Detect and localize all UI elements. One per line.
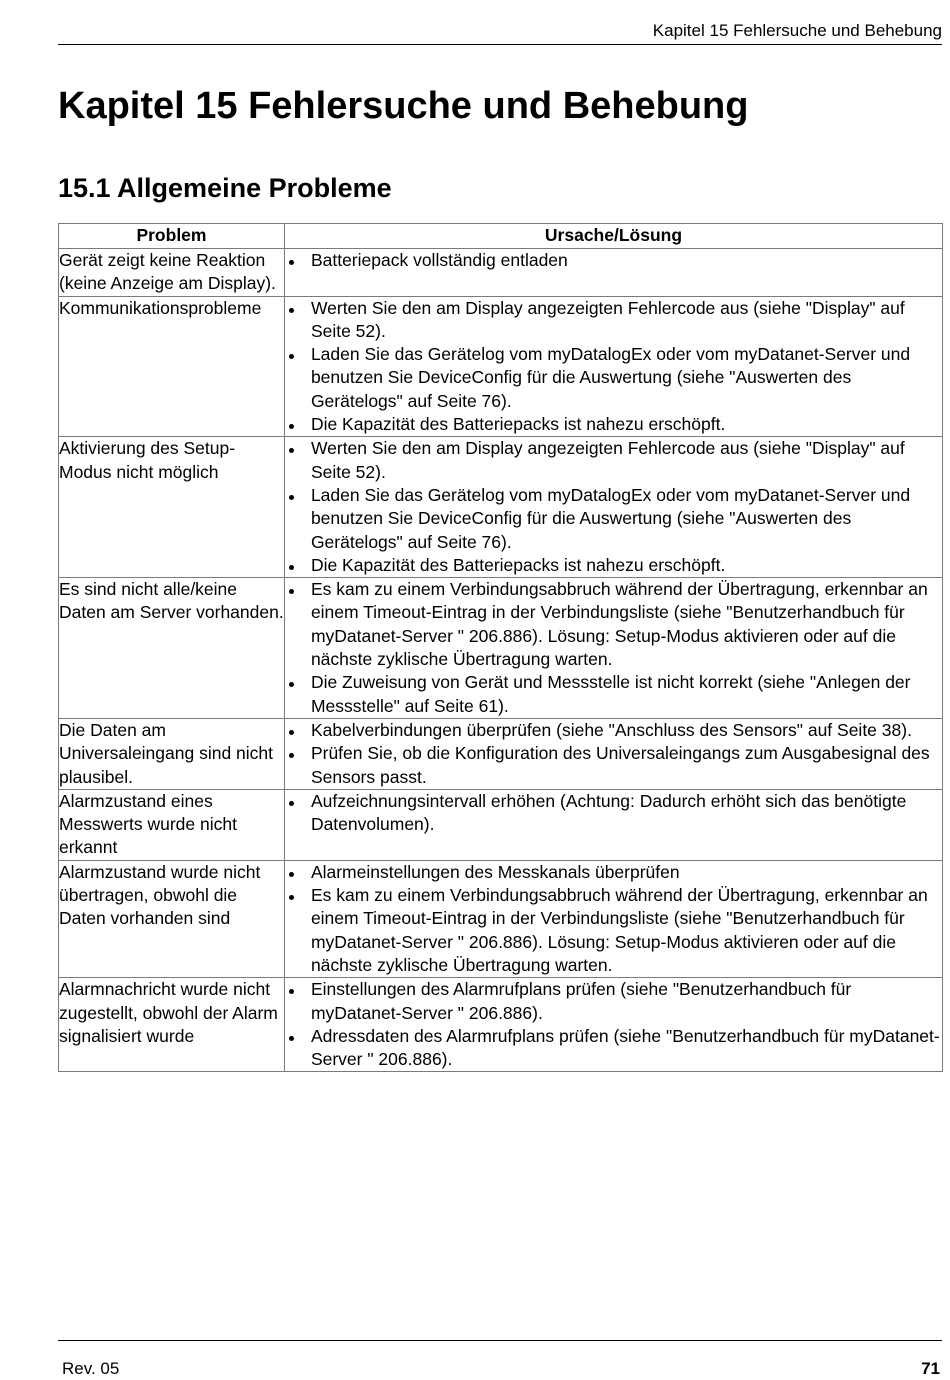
problem-cell: Es sind nicht alle/keine Daten am Server vorhanden. [59, 578, 285, 719]
table-row [59, 249, 943, 297]
section-title: 15.1 Allgemeine Probleme [58, 173, 392, 203]
cause-item: Es kam zu einem Verbindungsabbruch während der Übertragung, erkennbar an einem Timeout-Eintrag in der Verbindungsliste (siehe "Benutzerhandbuch für myDatanet-Server " 206.886). Lösung: Setup-Modus aktivieren oder auf die nächste zyklische Übertragung warten. [285, 884, 942, 977]
cause-cell [284, 789, 942, 860]
table-row [59, 718, 943, 789]
footer-rule [58, 1340, 942, 1341]
column-header-problem: Problem [59, 224, 285, 249]
table-row [59, 437, 943, 578]
problem-cell: Alarmzustand wurde nicht übertragen, obwohl die Daten vorhanden sind [59, 860, 285, 977]
table-row [59, 578, 943, 719]
cause-cell [284, 718, 942, 789]
footer-revision: Rev. 05 [62, 1359, 120, 1378]
table-row [59, 860, 943, 977]
cause-item: Die Kapazität des Batteriepacks ist nahezu erschöpft. [285, 413, 942, 436]
cause-cell [284, 978, 942, 1072]
cause-cell [284, 296, 942, 437]
cause-item: Die Kapazität des Batteriepacks ist nahezu erschöpft. [285, 554, 942, 577]
cause-list [285, 719, 942, 789]
problem-cell: Alarmnachricht wurde nicht zugestellt, obwohl der Alarm signalisiert wurde [59, 978, 285, 1072]
cause-list [285, 978, 942, 1071]
column-header-cause: Ursache/Lösung [284, 224, 942, 249]
cause-item: Werten Sie den am Display angezeigten Fehlercode aus (siehe "Display" auf Seite 52). [285, 297, 942, 344]
cause-item: Batteriepack vollständig entladen [285, 249, 942, 272]
table-row [59, 978, 943, 1072]
cause-list [285, 249, 942, 272]
problem-cell: Gerät zeigt keine Reaktion (keine Anzeige am Display). [59, 249, 285, 297]
cause-item: Es kam zu einem Verbindungsabbruch während der Übertragung, erkennbar an einem Timeout-Eintrag in der Verbindungsliste (siehe "Benutzerhandbuch für myDatanet-Server " 206.886). Lösung: Setup-Modus aktivieren oder auf die nächste zyklische Übertragung warten. [285, 578, 942, 671]
cause-cell [284, 437, 942, 578]
cause-cell [284, 249, 942, 297]
problem-cell: Die Daten am Universaleingang sind nicht plausibel. [59, 718, 285, 789]
table-body [59, 249, 943, 1072]
cause-item: Prüfen Sie, ob die Konfiguration des Universaleingangs zum Ausgabesignal des Sensors passt. [285, 742, 942, 789]
cause-item: Laden Sie das Gerätelog vom myDatalogEx oder vom myDatanet-Server und benutzen Sie DeviceConfig für die Auswertung (siehe "Auswerten des Gerätelogs" auf Seite 76). [285, 484, 942, 554]
cause-list [285, 790, 942, 837]
cause-item: Aufzeichnungsintervall erhöhen (Achtung: Dadurch erhöht sich das benötigte Datenvolumen). [285, 790, 942, 837]
cause-list [285, 861, 942, 977]
cause-cell [284, 578, 942, 719]
cause-list [285, 578, 942, 718]
page-number: 71 [921, 1359, 940, 1378]
cause-item: Kabelverbindungen überprüfen (siehe "Anschluss des Sensors" auf Seite 38). [285, 719, 942, 742]
cause-item: Laden Sie das Gerätelog vom myDatalogEx oder vom myDatanet-Server und benutzen Sie DeviceConfig für die Auswertung (siehe "Auswerten des Gerätelogs" auf Seite 76). [285, 343, 942, 413]
running-header: Kapitel 15 Fehlersuche und Behebung [58, 20, 942, 45]
problem-cell: Aktivierung des Setup-Modus nicht möglich [59, 437, 285, 578]
chapter-title: Kapitel 15 Fehlersuche und Behebung [58, 85, 749, 127]
problem-cell: Alarmzustand eines Messwerts wurde nicht erkannt [59, 789, 285, 860]
table-row [59, 296, 943, 437]
cause-list [285, 437, 942, 577]
cause-item: Werten Sie den am Display angezeigten Fehlercode aus (siehe "Display" auf Seite 52). [285, 437, 942, 484]
table-header-row [59, 224, 943, 249]
cause-item: Adressdaten des Alarmrufplans prüfen (siehe "Benutzerhandbuch für myDatanet-Server " 206.886). [285, 1025, 942, 1072]
table-row [59, 789, 943, 860]
cause-item: Alarmeinstellungen des Messkanals überprüfen [285, 861, 942, 884]
cause-list [285, 297, 942, 437]
troubleshooting-table [58, 223, 943, 1072]
problem-cell: Kommunikationsprobleme [59, 296, 285, 437]
cause-item: Die Zuweisung von Gerät und Messstelle ist nicht korrekt (siehe "Anlegen der Messstelle" auf Seite 61). [285, 671, 942, 718]
cause-item: Einstellungen des Alarmrufplans prüfen (siehe "Benutzerhandbuch für myDatanet-Server " 206.886). [285, 978, 942, 1025]
cause-cell [284, 860, 942, 977]
